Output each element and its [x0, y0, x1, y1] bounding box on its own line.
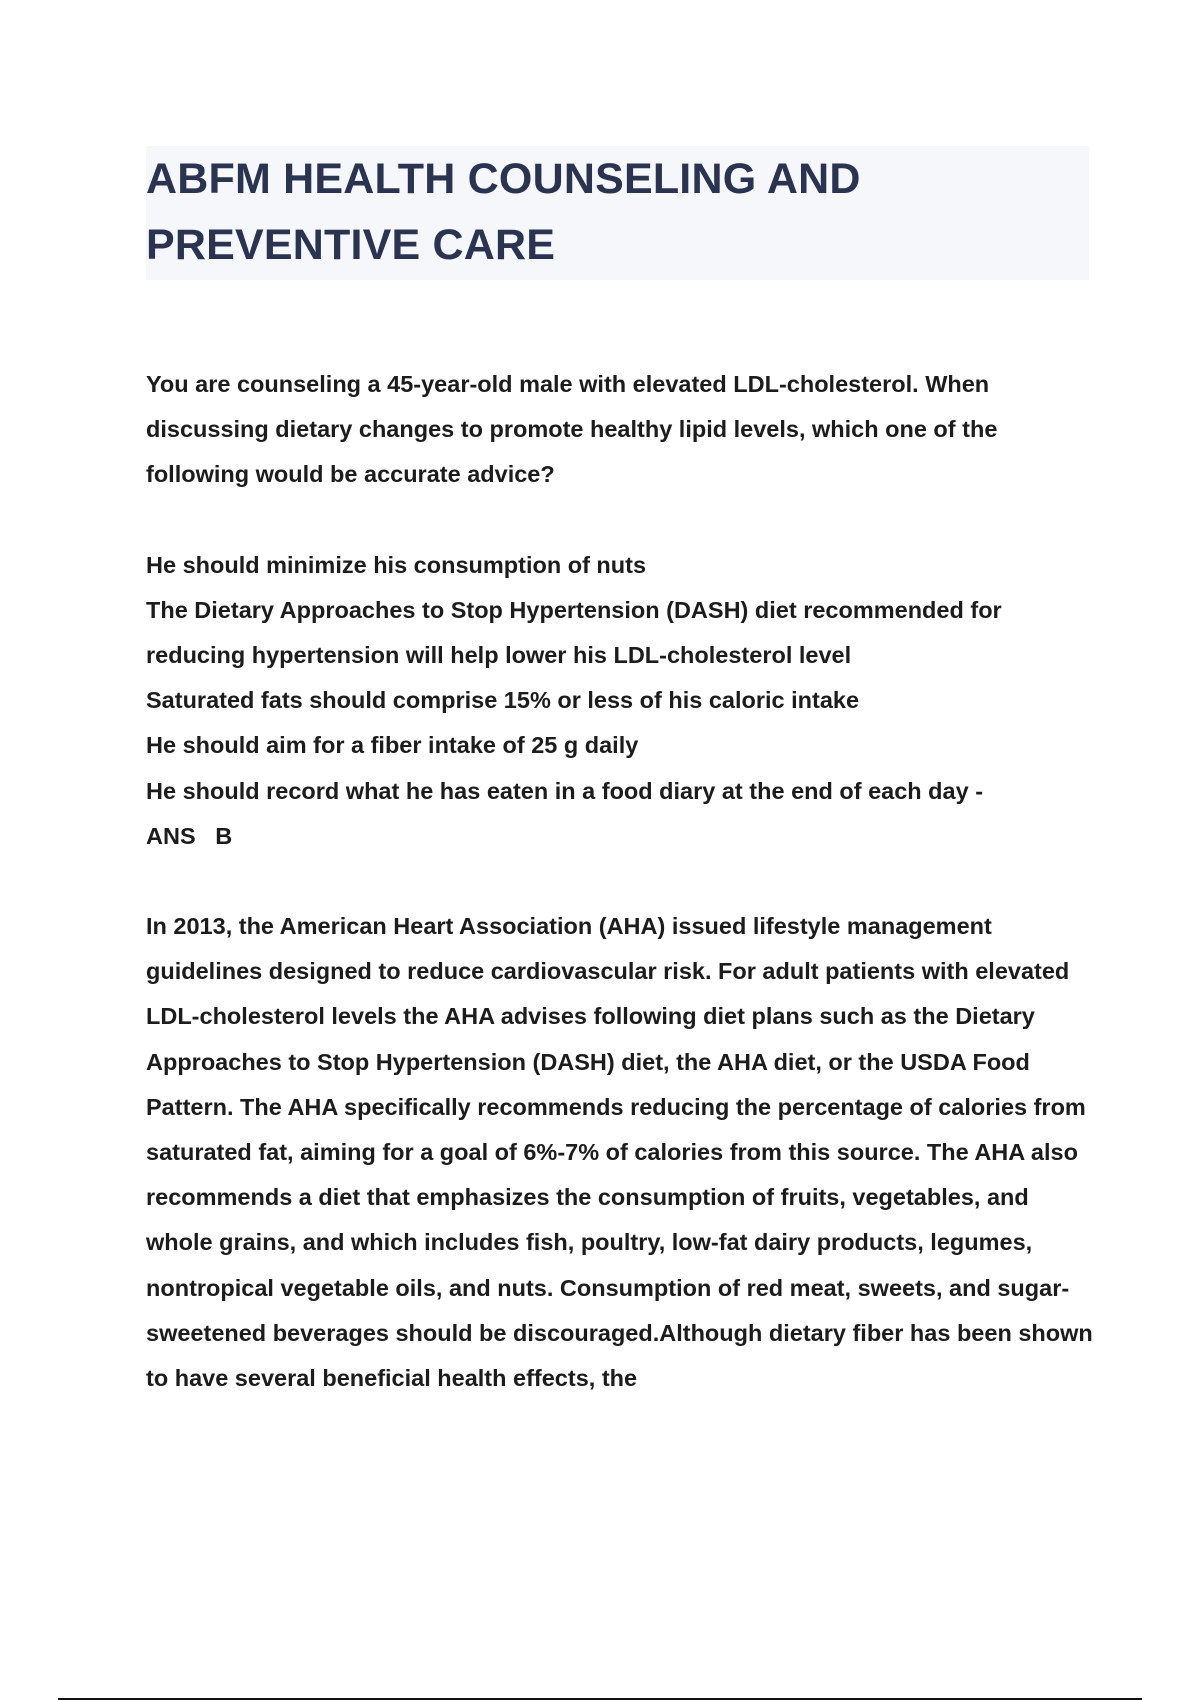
title-line-1: ABFM HEALTH COUNSELING AND	[146, 155, 861, 203]
option-b: The Dietary Approaches to Stop Hypertension (DASH) diet recommended for reducing hypertension will help lower his LDL-cholesterol level	[146, 596, 1002, 669]
title-line-2: PREVENTIVE CARE	[146, 221, 556, 269]
document-title	[146, 146, 861, 278]
option-a: He should minimize his consumption of nuts	[146, 551, 647, 578]
spacer	[146, 859, 1096, 904]
answer-key: ANS B	[146, 822, 233, 849]
question-stem: You are counseling a 45-year-old male with elevated LDL-cholesterol. When discussing dietary changes to promote healthy lipid levels, which one of the following would be accurate advice?	[146, 371, 1004, 488]
explanation-paragraph: In 2013, the American Heart Association (AHA) issued lifestyle management guidelines designed to reduce cardiovascular risk. For adult patients with elevated LDL-cholesterol levels the AHA advises following diet plans such as the Dietary Approaches to Stop Hypertension (DASH) diet, the AHA diet, or the USDA Food Pattern. The AHA specifically recommends reducing the percentage of calories from saturated fat, aiming for a goal of 6%-7% of calories from this source. The AHA also recommends a diet that emphasizes the consumption of fruits, vegetables, and whole grains, and which includes fish, poultry, low-fat dairy products, legumes, nontropical vegetable oils, and nuts. Consumption of red meat, sweets, and sugar-sweetened beverages should be discouraged.Although dietary fiber has been shown to have several beneficial health effects, the	[146, 913, 1100, 1392]
document-body	[146, 362, 1100, 1401]
spacer	[146, 498, 1096, 543]
option-d: He should aim for a fiber intake of 25 g daily	[146, 732, 639, 759]
option-c: Saturated fats should comprise 15% or less of his caloric intake	[146, 687, 860, 714]
title-banner	[146, 146, 1089, 280]
option-e: He should record what he has eaten in a food diary at the end of each day -	[146, 777, 984, 804]
answer-options	[146, 543, 1096, 859]
